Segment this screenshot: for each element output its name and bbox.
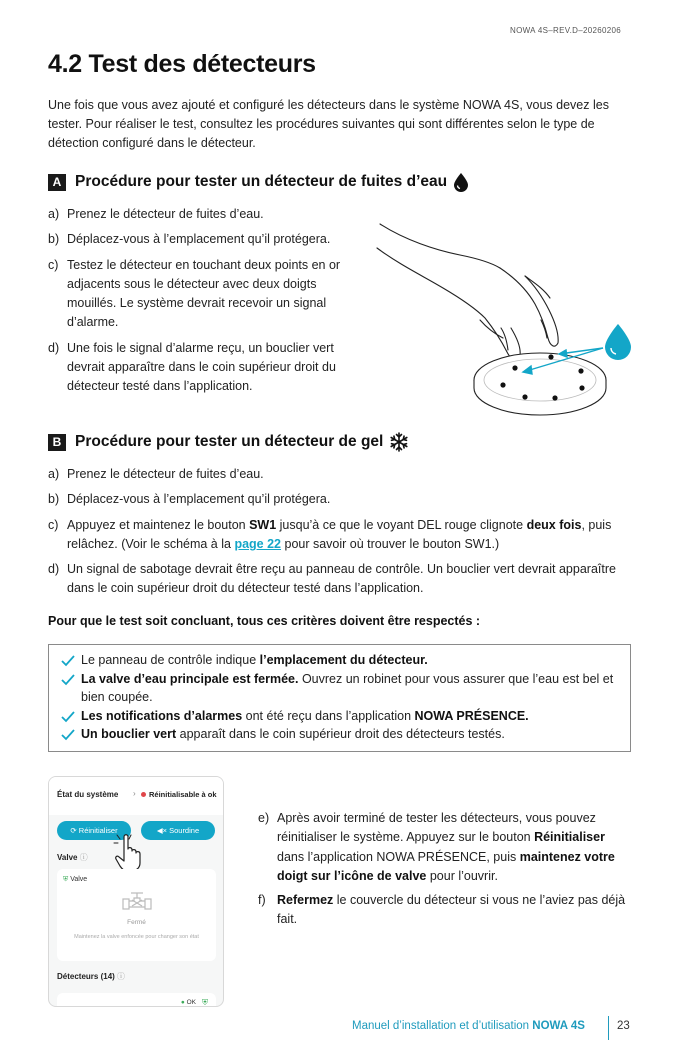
list-item: e) Après avoir terminé de tester les détecteurs, vous pouvez réinitialiser le système. Appuyez sur le bouton Réinitialiser dans l’application NOWA PRÉSENCE, puis maintenez votre doigt sur l’icône de valve pour l’ouvrir.	[258, 811, 615, 883]
refresh-icon: ⟳	[70, 826, 79, 835]
valve-icon	[122, 889, 152, 913]
intro-paragraph: Une fois que vous avez ajouté et configuré les détecteurs dans le système NOWA 4S, vous devez les tester. Pour réaliser le test, consultez les procédures suivantes qui sont différentes selon le type de détection configuré dans le détecteur.	[48, 98, 609, 150]
system-status-label: État du système	[57, 790, 119, 799]
checkmark-icon	[61, 655, 75, 667]
reset-button[interactable]: ⟳ Réinitialiser	[57, 821, 131, 840]
info-icon: ⓘ	[117, 972, 126, 981]
valve-state: Fermé	[127, 919, 146, 926]
section-a-heading	[48, 172, 469, 192]
page-22-link[interactable]: page 22	[234, 536, 282, 551]
list-item: b) Déplacez-vous à l’emplacement qu’il protégera.	[48, 232, 331, 247]
list-item: a) Prenez le détecteur de fuites d’eau.	[48, 207, 264, 221]
detector-card[interactable]	[57, 993, 216, 1007]
footer-manual-title: Manuel d’installation et d’utilisation NOWA 4S	[352, 1020, 585, 1032]
shield-check-icon: ⛨	[202, 998, 208, 1007]
water-drop-icon	[453, 172, 469, 192]
chevron-right-icon: ›	[133, 789, 136, 798]
checkmark-icon	[61, 729, 75, 741]
app-status-bar	[49, 777, 224, 815]
valve-hint: Maintenez la valve enfoncée pour changer son état	[74, 934, 199, 940]
section-b-steps	[48, 465, 633, 599]
app-screenshot	[48, 776, 224, 1007]
criteria-item: Les notifications d’alarmes ont été reçu dans l’application NOWA PRÉSENCE.	[61, 707, 620, 726]
mute-button[interactable]: ◀× Sourdine	[141, 821, 215, 840]
status-dot	[141, 792, 146, 797]
status-dot: ●	[180, 999, 185, 1006]
valve-card-title: ⛨ Valve	[63, 876, 88, 883]
section-a-badge: A	[48, 174, 66, 191]
list-item: d) Une fois le signal d’alarme reçu, un bouclier vert devrait apparaître dans le coin supérieur droit du détecteur testé dans l’application.	[48, 340, 336, 394]
revision-code: NOWA 4S–REV.D–20260206	[510, 26, 621, 35]
hand-detector-illustration	[375, 210, 637, 420]
footer-divider	[608, 1016, 609, 1040]
system-status-value: Réinitialisable à ok	[149, 790, 217, 799]
pointing-hand-icon	[113, 833, 145, 873]
list-item: c) Testez le détecteur en touchant deux points en or adjacents sous le détecteur avec deux doigts mouillés. Le système devrait recevoir un signal d’alarme.	[48, 257, 341, 330]
list-item: f) Refermez le couvercle du détecteur si vous ne l’aviez pas déjà fait.	[258, 893, 626, 927]
detector-status: ● OK	[180, 999, 196, 1006]
valve-card[interactable]	[57, 869, 216, 961]
section-b-badge: B	[48, 434, 66, 451]
section-a-title: Procédure pour tester un détecteur de fuites d’eau	[75, 173, 448, 190]
page-title: 4.2 Test des détecteurs	[48, 50, 316, 78]
info-icon: ⓘ	[79, 853, 88, 862]
section-b-heading	[48, 432, 409, 452]
criteria-item: La valve d’eau principale est fermée. Ouvrez un robinet pour vous assurer que l’eau est bel et bien coupée.	[61, 670, 620, 707]
list-item: b) Déplacez-vous à l’emplacement qu’il protégera.	[48, 492, 331, 507]
criteria-box	[48, 644, 631, 752]
checkmark-icon	[61, 674, 75, 686]
page-number: 23	[617, 1020, 630, 1032]
speaker-mute-icon: ◀×	[156, 826, 170, 835]
criteria-heading: Pour que le test soit concluant, tous ces critères doivent être respectés :	[48, 614, 481, 628]
detectors-heading: Détecteurs (14) ⓘ	[57, 972, 126, 981]
criteria-item: Un bouclier vert apparaît dans le coin supérieur droit des détecteurs testés.	[61, 725, 620, 744]
valve-heading: Valve ⓘ	[57, 853, 88, 862]
list-item: d) Un signal de sabotage devrait être reçu au panneau de contrôle. Un bouclier vert devrait apparaître dans le coin supérieur droit du détecteur testé dans l’application.	[48, 562, 616, 596]
snowflake-icon	[389, 432, 409, 452]
checkmark-icon	[61, 711, 75, 723]
section-b-title: Procédure pour tester un détecteur de gel	[75, 433, 384, 450]
steps-ef	[258, 809, 634, 930]
list-item: a) Prenez le détecteur de fuites d’eau.	[48, 467, 264, 481]
shield-check-icon: ⛨	[63, 876, 69, 883]
section-a-steps	[48, 205, 368, 397]
criteria-item: Le panneau de contrôle indique l’emplacement du détecteur.	[61, 651, 620, 670]
list-item: c) Appuyez et maintenez le bouton SW1 jusqu’à ce que le voyant DEL rouge clignote deux fois, puis relâchez. (Voir le schéma à la page 22 pour savoir où trouver le bouton SW1.)	[48, 517, 612, 551]
